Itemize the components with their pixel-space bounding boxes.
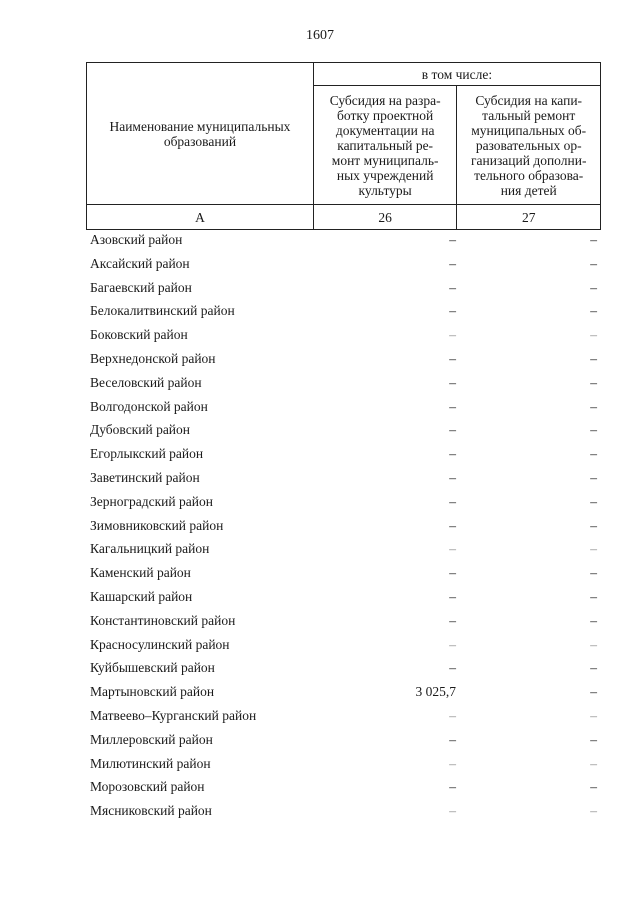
table-row [86,561,601,585]
value-col-26: – [449,469,456,485]
value-col-27: – [590,469,597,485]
municipality-name: Дубовский район [90,422,191,438]
table-row [86,799,601,823]
value-col-26: – [449,779,456,795]
value-col-26: – [449,446,456,462]
municipality-name: Егорлыкский район [90,446,204,462]
value-col-26: – [449,398,456,414]
value-col-26: – [449,232,456,247]
municipality-name: Кагальницкий район [90,541,210,557]
value-col-27: – [590,803,597,819]
municipality-name: Морозовский район [90,779,205,795]
value-col-26: – [449,350,456,366]
municipality-name: Миллеровский район [90,731,213,747]
value-col-27: – [590,612,597,628]
table-row [86,728,601,752]
table-row [86,323,601,347]
value-col-26: – [449,660,456,676]
table-row [86,228,601,252]
table-row [86,775,601,799]
value-col-26: – [449,303,456,319]
value-col-27: – [590,255,597,271]
value-col-26: – [449,541,456,557]
table-row [86,252,601,276]
value-col-27: – [590,565,597,581]
municipality-name: Аксайский район [90,255,190,271]
table-row [86,752,601,776]
value-col-27: – [590,707,597,723]
value-col-26: – [449,422,456,438]
value-col-27: – [590,374,597,390]
value-col-27: – [590,779,597,795]
table-row [86,704,601,728]
value-col-26: – [449,803,456,819]
value-col-27: – [590,493,597,509]
value-col-27: – [590,588,597,604]
value-col-27: – [590,684,597,700]
value-col-26: – [449,517,456,533]
table-body [86,228,601,823]
municipality-name: Зимовниковский район [90,517,224,533]
municipality-name: Верхнедонской район [90,350,216,366]
value-col-27: – [590,541,597,557]
table-row [86,395,601,419]
municipality-name: Мясниковский район [90,803,212,819]
municipality-name: Зерноградский район [90,493,213,509]
municipality-name: Багаевский район [90,279,192,295]
value-col-26: – [449,279,456,295]
value-col-27: – [590,350,597,366]
value-col-27: – [590,446,597,462]
municipality-name: Куйбышевский район [90,660,215,676]
table-row [86,490,601,514]
value-col-27: – [590,303,597,319]
table-row [86,442,601,466]
value-col-26: – [449,374,456,390]
table-row [86,418,601,442]
table-row [86,347,601,371]
value-col-26: – [449,255,456,271]
index-cell-a: А [87,205,314,230]
value-col-26: 3 025,7 [415,684,456,700]
municipality-name: Константиновский район [90,612,236,628]
table-row [86,466,601,490]
municipality-name: Мартыновский район [90,684,215,700]
value-col-27: – [590,232,597,247]
value-col-26: – [449,327,456,343]
table-row [86,585,601,609]
value-col-27: – [590,327,597,343]
page-number: 1607 [306,28,334,43]
municipality-name: Кашарский район [90,588,193,604]
index-cell-26: 26 [313,205,457,230]
value-col-26: – [449,707,456,723]
table-row [86,514,601,538]
table-row [86,537,601,561]
value-col-26: – [449,612,456,628]
value-col-26: – [449,493,456,509]
value-col-27: – [590,517,597,533]
municipality-name: Каменский район [90,565,191,581]
table-row [86,276,601,300]
column-26-header: Субсидия на разра- ботку проектной документации на капитальный ре- монт муниципаль- ных учреждений культуры [313,86,457,205]
table-row [86,299,601,323]
municipality-name: Заветинский район [90,469,200,485]
value-col-26: – [449,588,456,604]
value-col-27: – [590,422,597,438]
municipality-name: Матвеево–Курганский район [90,707,257,723]
value-col-27: – [590,731,597,747]
value-col-27: – [590,636,597,652]
value-col-26: – [449,565,456,581]
group-header: в том числе: [313,63,600,86]
municipality-name: Азовский район [90,232,183,247]
value-col-26: – [449,731,456,747]
value-col-26: – [449,636,456,652]
value-col-27: – [590,279,597,295]
value-col-26: – [449,755,456,771]
municipality-name: Милютинский район [90,755,211,771]
municipality-name-header: Наименование муниципальных образований [87,63,314,205]
table-row [86,680,601,704]
municipality-name: Веселовский район [90,374,202,390]
municipality-name: Боковский район [90,327,188,343]
column-27-header: Субсидия на капи- тальный ремонт муниципальных об- разовательных ор- ганизаций дополни- тельного образова- ния детей [457,86,601,205]
value-col-27: – [590,755,597,771]
table-header [86,62,601,230]
table-row [86,633,601,657]
table-row [86,371,601,395]
table-row [86,656,601,680]
municipality-name: Красносулинский район [90,636,230,652]
municipality-name: Волгодонской район [90,398,208,414]
table-row [86,609,601,633]
index-cell-27: 27 [457,205,601,230]
value-col-27: – [590,660,597,676]
value-col-27: – [590,398,597,414]
municipality-name: Белокалитвинский район [90,303,235,319]
